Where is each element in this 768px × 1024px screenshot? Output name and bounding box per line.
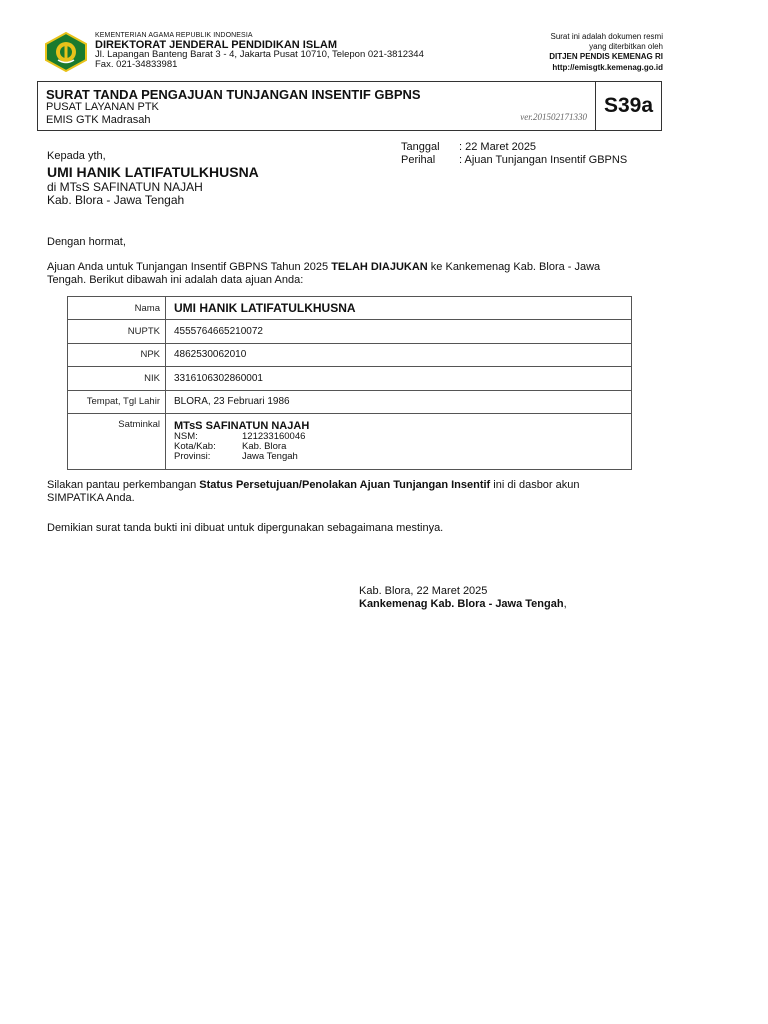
satminkal-value xyxy=(166,413,632,469)
date-value: : 22 Maret 2025 xyxy=(459,141,537,153)
kota-value: Kab. Blora xyxy=(242,440,287,452)
signature-office-suffix: , xyxy=(563,598,567,610)
signature-office-name: Kankemenag Kab. Blora - Jawa Tengah xyxy=(359,598,564,610)
nuptk-value: 4555764665210072 xyxy=(166,320,632,343)
recipient-label: Kepada yth, xyxy=(47,150,106,162)
version-label: ver.201502171330 xyxy=(520,112,587,122)
document-subtitle-1: PUSAT LAYANAN PTK xyxy=(46,101,159,113)
body-paragraph-3: Demikian surat tanda bukti ini dibuat untuk dipergunakan sebagaimana mestinya. xyxy=(47,522,444,534)
notice-line-2: yang diterbitkan oleh xyxy=(589,42,663,52)
table-row xyxy=(68,390,632,413)
provinsi-label: Provinsi: xyxy=(174,450,211,462)
p2-text: Silakan pantau perkembangan xyxy=(47,479,200,491)
p2-text-end: ini di dasbor akun SIMPATIKA Anda. xyxy=(47,479,580,504)
satminkal-label: Satminkal xyxy=(68,413,166,469)
nsm-value: 121233160046 xyxy=(242,430,306,442)
ttl-label: Tempat, Tgl Lahir xyxy=(68,390,166,413)
official-notice xyxy=(549,32,663,73)
nuptk-label: NUPTK xyxy=(68,320,166,343)
ttl-value: BLORA, 23 Februari 1986 xyxy=(166,390,632,413)
body-paragraph-2 xyxy=(47,479,637,505)
nama-label: Nama xyxy=(68,297,166,320)
p2-bold: Status Persetujuan/Penolakan Ajuan Tunjangan Insentif xyxy=(199,479,491,491)
address-line: Jl. Lapangan Banteng Barat 3 - 4, Jakarta Pusat 10710, Telepon 021-3812344 xyxy=(95,49,424,60)
fax-line: Fax. 021-34833981 xyxy=(95,59,178,70)
provinsi-value: Jawa Tengah xyxy=(242,450,298,462)
notice-line-1: Surat ini adalah dokumen resmi xyxy=(550,32,663,41)
document-subtitle-2: EMIS GTK Madrasah xyxy=(46,114,151,126)
submission-data-table xyxy=(67,296,632,470)
npk-label: NPK xyxy=(68,343,166,366)
subject-label: Perihal xyxy=(401,154,436,166)
body-paragraph-1 xyxy=(47,261,627,287)
form-code: S39a xyxy=(595,82,661,130)
ministry-name: KEMENTERIAN AGAMA REPUBLIK INDONESIA xyxy=(95,32,253,39)
directorate-name: DIREKTORAT JENDERAL PENDIDIKAN ISLAM xyxy=(95,39,338,51)
kemenag-logo-icon xyxy=(44,32,88,72)
letter-meta xyxy=(401,141,627,167)
recipient-institution: di MTsS SAFINATUN NAJAH xyxy=(47,180,203,194)
recipient-region: Kab. Blora - Jawa Tengah xyxy=(47,193,185,207)
recipient-name: UMI HANIK LATIFATULKHUSNA xyxy=(47,164,259,180)
notice-issuer: DITJEN PENDIS KEMENAG RI xyxy=(549,52,663,62)
signature-place-date: Kab. Blora, 22 Maret 2025 xyxy=(359,585,488,597)
nsm-label: NSM: xyxy=(174,430,198,442)
greeting: Dengan hormat, xyxy=(47,236,126,248)
nik-label: NIK xyxy=(68,367,166,390)
subject-value: : Ajuan Tunjangan Insentif GBPNS xyxy=(459,154,628,166)
p1-text: Ajuan Anda untuk Tunjangan Insentif GBPNS Tahun 2025 xyxy=(47,261,332,273)
nik-value: 3316106302860001 xyxy=(166,367,632,390)
signature-office xyxy=(359,598,567,610)
title-box xyxy=(37,81,662,131)
table-row xyxy=(68,297,632,320)
table-row xyxy=(68,367,632,390)
date-label: Tanggal xyxy=(401,141,440,153)
table-row xyxy=(68,320,632,343)
p1-status: TELAH DIAJUKAN xyxy=(331,261,428,273)
header-address xyxy=(95,50,424,70)
npk-value: 4862530062010 xyxy=(166,343,632,366)
table-row xyxy=(68,343,632,366)
nama-value: UMI HANIK LATIFATULKHUSNA xyxy=(166,297,632,320)
p1-text-end: ke Kankemenag Kab. Blora - Jawa Tengah. Berikut dibawah ini adalah data ajuan Anda: xyxy=(47,261,601,286)
notice-url: http://emisgtk.kemenag.go.id xyxy=(552,62,663,72)
table-row xyxy=(68,413,632,469)
kota-label: Kota/Kab: xyxy=(174,440,216,452)
satminkal-name: MTsS SAFINATUN NAJAH xyxy=(174,419,310,432)
document-title: SURAT TANDA PENGAJUAN TUNJANGAN INSENTIF GBPNS xyxy=(46,87,421,102)
